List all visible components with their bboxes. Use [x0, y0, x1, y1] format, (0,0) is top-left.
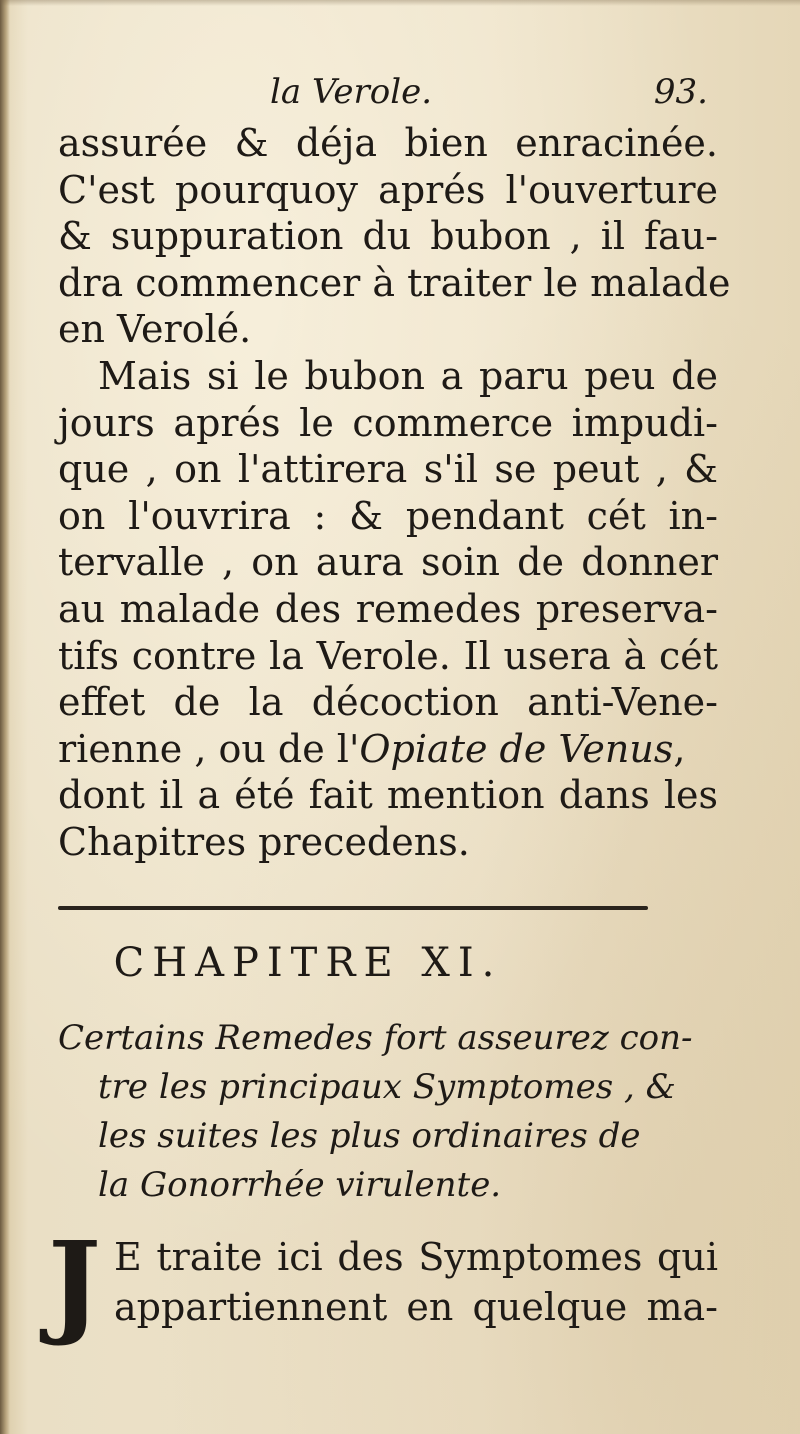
opening-paragraph [48, 1217, 718, 1349]
page-gutter [0, 0, 10, 1434]
running-head-title: la Verole. [270, 72, 433, 112]
text-segment: , [673, 726, 686, 771]
text-line: E traite ici des Symptomes qui [114, 1234, 718, 1279]
text-line: tifs contre la Verole. Il usera à cét [58, 633, 718, 678]
text-line: appartiennent en quelque ma- [114, 1284, 718, 1329]
text-line: tervalle , on aura soin de donner [58, 540, 718, 585]
page-number: 93. [653, 72, 708, 112]
text-line: & suppuration du bubon , il fau- [58, 214, 718, 259]
heading-line: tre les principaux Symptomes , & [98, 1066, 676, 1107]
text-line: effet de la décoction anti-Vene- [58, 680, 718, 725]
text-line: au malade des remedes preserva- [58, 586, 718, 631]
page-content [48, 72, 731, 1349]
section-divider-rule [58, 906, 648, 910]
text-line: dont il a été fait mention dans les [58, 773, 718, 818]
text-line: on l'ouvrira : & pendant cét in- [58, 493, 718, 538]
heading-line: la Gonorrhée virulente. [98, 1164, 502, 1205]
text-line: Mais si le bubon a paru peu de [98, 353, 718, 398]
chapter-heading [58, 1014, 708, 1210]
text-line: dra commencer à traiter le malade [58, 260, 731, 305]
text-line: C'est pourquoy aprés l'ouverture [58, 167, 718, 212]
italic-title: Opiate de Venus [359, 726, 674, 771]
paragraph-2 [58, 353, 718, 866]
paragraph-1 [58, 120, 731, 353]
heading-line: les suites les plus ordinaires de [98, 1115, 641, 1156]
running-head [58, 72, 718, 120]
page-top-edge [0, 0, 800, 6]
text-line-with-italic [58, 726, 718, 773]
heading-line: Certains Remedes fort asseurez con- [58, 1017, 693, 1058]
text-segment: rienne , ou de l' [58, 726, 360, 771]
text-line: que , on l'attirera s'il se peut , & [58, 447, 718, 492]
drop-cap: J [48, 1217, 101, 1349]
text-line: jours aprés le commerce impudi- [58, 400, 718, 445]
text-line: Chapitres precedens. [58, 819, 470, 864]
text-line: en Verolé. [58, 307, 252, 352]
text-line: assurée & déja bien enracinée. [58, 121, 718, 165]
chapter-title: CHAPITRE XI. [113, 939, 503, 986]
